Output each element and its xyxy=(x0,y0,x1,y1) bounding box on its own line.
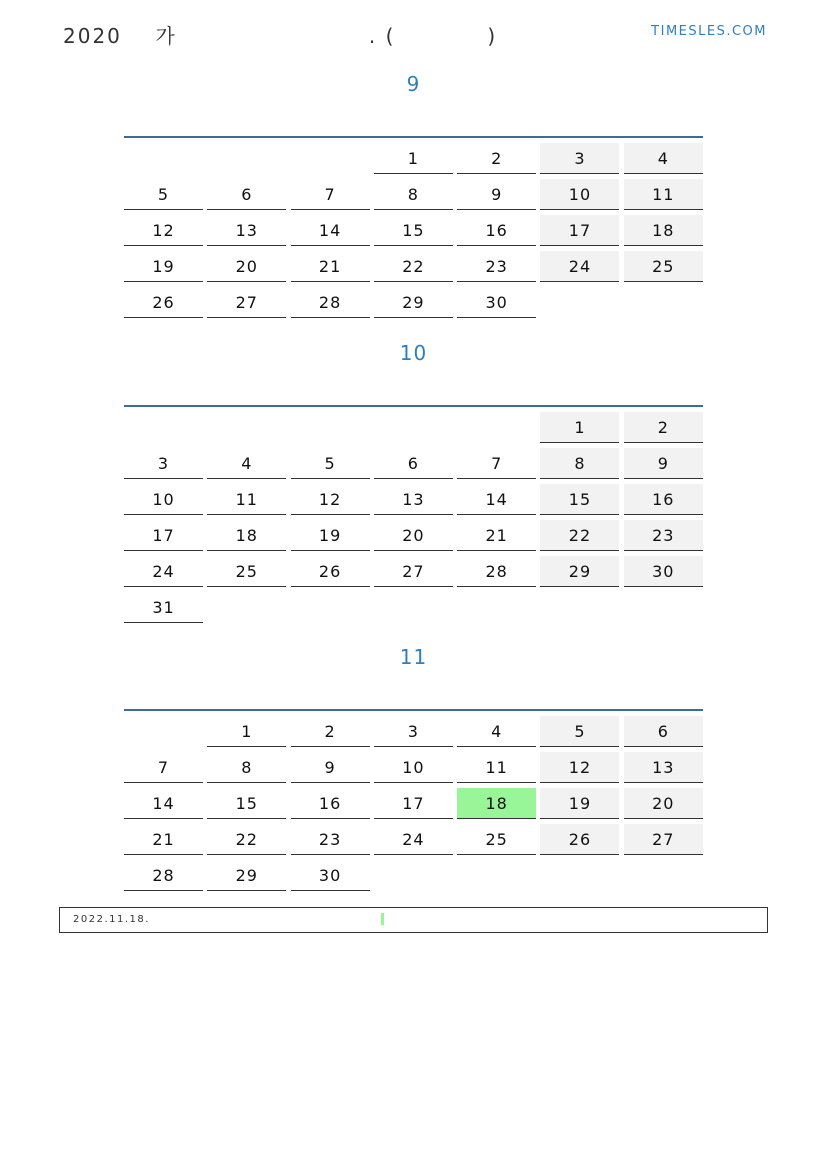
calendar-day[interactable]: 12 xyxy=(124,215,203,246)
calendar-day[interactable]: 28 xyxy=(291,287,370,318)
calendar-day[interactable]: 23 xyxy=(624,520,703,551)
calendar-day[interactable]: 30 xyxy=(457,287,536,318)
calendar-day[interactable]: 22 xyxy=(374,251,453,282)
calendar-day[interactable]: 25 xyxy=(207,556,286,587)
calendar-day[interactable]: 27 xyxy=(624,824,703,855)
calendar-day[interactable]: 13 xyxy=(374,484,453,515)
calendar-day[interactable]: 7 xyxy=(124,752,203,783)
calendar-day[interactable]: 24 xyxy=(374,824,453,855)
calendar-day[interactable]: 1 xyxy=(207,716,286,747)
calendar-day[interactable]: 8 xyxy=(207,752,286,783)
calendar-september xyxy=(124,136,703,318)
calendar-day[interactable]: 3 xyxy=(540,143,619,174)
calendar-day[interactable]: 10 xyxy=(124,484,203,515)
calendar-day[interactable]: 3 xyxy=(374,716,453,747)
calendar-day[interactable]: 16 xyxy=(624,484,703,515)
calendar-empty-cell xyxy=(124,716,203,747)
calendar-day[interactable]: 18 xyxy=(624,215,703,246)
calendar-day[interactable]: 17 xyxy=(374,788,453,819)
calendar-day[interactable]: 21 xyxy=(124,824,203,855)
calendar-day[interactable]: 2 xyxy=(457,143,536,174)
calendar-day[interactable]: 14 xyxy=(124,788,203,819)
calendar-day[interactable]: 20 xyxy=(374,520,453,551)
calendar-day[interactable]: 30 xyxy=(624,556,703,587)
calendar-day[interactable]: 26 xyxy=(291,556,370,587)
calendar-day[interactable]: 22 xyxy=(207,824,286,855)
calendar-day[interactable]: 12 xyxy=(291,484,370,515)
calendar-day[interactable]: 31 xyxy=(124,592,203,623)
calendar-day[interactable]: 24 xyxy=(124,556,203,587)
title-close-paren: ) xyxy=(487,24,498,48)
calendar-day[interactable]: 3 xyxy=(124,448,203,479)
calendar-grid xyxy=(124,412,703,623)
calendar-day[interactable]: 14 xyxy=(457,484,536,515)
calendar-day[interactable]: 15 xyxy=(374,215,453,246)
calendar-day[interactable]: 1 xyxy=(374,143,453,174)
calendar-empty-cell xyxy=(207,143,286,174)
calendar-day[interactable]: 17 xyxy=(540,215,619,246)
calendar-day[interactable]: 4 xyxy=(207,448,286,479)
calendar-day[interactable]: 11 xyxy=(457,752,536,783)
calendar-day[interactable]: 26 xyxy=(540,824,619,855)
calendar-day[interactable]: 9 xyxy=(291,752,370,783)
calendar-day[interactable]: 6 xyxy=(374,448,453,479)
calendar-day[interactable]: 25 xyxy=(624,251,703,282)
calendar-day[interactable]: 13 xyxy=(207,215,286,246)
calendar-day[interactable]: 11 xyxy=(207,484,286,515)
calendar-empty-cell xyxy=(124,143,203,174)
calendar-top-rule xyxy=(124,405,703,407)
month-title-september: 9 xyxy=(406,72,421,96)
calendar-day[interactable]: 19 xyxy=(291,520,370,551)
footer-date: 2022.11.18. xyxy=(73,914,150,925)
calendar-day[interactable]: 27 xyxy=(374,556,453,587)
calendar-empty-cell xyxy=(291,143,370,174)
calendar-day[interactable]: 13 xyxy=(624,752,703,783)
calendar-day[interactable]: 15 xyxy=(207,788,286,819)
calendar-day[interactable]: 19 xyxy=(540,788,619,819)
calendar-day[interactable]: 24 xyxy=(540,251,619,282)
calendar-top-rule xyxy=(124,709,703,711)
calendar-day[interactable]: 21 xyxy=(291,251,370,282)
calendar-day[interactable]: 17 xyxy=(124,520,203,551)
calendar-day[interactable]: 8 xyxy=(540,448,619,479)
calendar-day[interactable]: 16 xyxy=(457,215,536,246)
calendar-empty-cell xyxy=(457,412,536,443)
calendar-day[interactable]: 15 xyxy=(540,484,619,515)
calendar-day[interactable]: 28 xyxy=(457,556,536,587)
calendar-day[interactable]: 21 xyxy=(457,520,536,551)
calendar-october xyxy=(124,405,703,623)
title-year: 2020 xyxy=(63,24,122,48)
calendar-day[interactable]: 28 xyxy=(124,860,203,891)
calendar-grid xyxy=(124,716,703,891)
calendar-day[interactable]: 25 xyxy=(457,824,536,855)
calendar-day[interactable]: 26 xyxy=(124,287,203,318)
calendar-top-rule xyxy=(124,136,703,138)
calendar-day[interactable]: 2 xyxy=(291,716,370,747)
calendar-november xyxy=(124,709,703,891)
calendar-empty-cell xyxy=(207,412,286,443)
calendar-day[interactable]: 1 xyxy=(540,412,619,443)
calendar-day[interactable]: 9 xyxy=(457,179,536,210)
calendar-day[interactable]: 2 xyxy=(624,412,703,443)
calendar-empty-cell xyxy=(124,412,203,443)
calendar-day[interactable]: 20 xyxy=(207,251,286,282)
calendar-day[interactable]: 29 xyxy=(374,287,453,318)
calendar-day[interactable]: 6 xyxy=(624,716,703,747)
calendar-day[interactable]: 7 xyxy=(291,179,370,210)
calendar-day[interactable]: 8 xyxy=(374,179,453,210)
month-title-october: 10 xyxy=(399,341,428,365)
calendar-day[interactable]: 10 xyxy=(540,179,619,210)
calendar-day[interactable]: 5 xyxy=(124,179,203,210)
calendar-day-today[interactable]: 18 xyxy=(457,788,536,819)
calendar-day[interactable]: 9 xyxy=(624,448,703,479)
calendar-day[interactable]: 18 xyxy=(207,520,286,551)
site-link[interactable]: TIMESLES.COM xyxy=(651,24,767,39)
calendar-day[interactable]: 20 xyxy=(624,788,703,819)
calendar-day[interactable]: 7 xyxy=(457,448,536,479)
calendar-day[interactable]: 29 xyxy=(540,556,619,587)
page-title xyxy=(63,20,497,49)
calendar-day[interactable]: 11 xyxy=(624,179,703,210)
calendar-day[interactable]: 19 xyxy=(124,251,203,282)
title-char: 가 xyxy=(155,24,177,48)
footer-bar xyxy=(59,907,768,933)
calendar-day[interactable]: 6 xyxy=(207,179,286,210)
calendar-day[interactable]: 4 xyxy=(624,143,703,174)
calendar-day[interactable]: 14 xyxy=(291,215,370,246)
calendar-day[interactable]: 29 xyxy=(207,860,286,891)
calendar-empty-cell xyxy=(374,412,453,443)
calendar-day[interactable]: 5 xyxy=(540,716,619,747)
month-title-november: 11 xyxy=(399,645,428,669)
calendar-day[interactable]: 23 xyxy=(291,824,370,855)
calendar-empty-cell xyxy=(291,412,370,443)
footer-marker xyxy=(381,913,384,925)
calendar-grid xyxy=(124,143,703,318)
calendar-day[interactable]: 5 xyxy=(291,448,370,479)
calendar-day[interactable]: 30 xyxy=(291,860,370,891)
calendar-day[interactable]: 16 xyxy=(291,788,370,819)
calendar-day[interactable]: 12 xyxy=(540,752,619,783)
calendar-day[interactable]: 27 xyxy=(207,287,286,318)
calendar-day[interactable]: 22 xyxy=(540,520,619,551)
title-dot-paren: . ( xyxy=(368,24,396,48)
calendar-day[interactable]: 4 xyxy=(457,716,536,747)
calendar-day[interactable]: 23 xyxy=(457,251,536,282)
calendar-day[interactable]: 10 xyxy=(374,752,453,783)
